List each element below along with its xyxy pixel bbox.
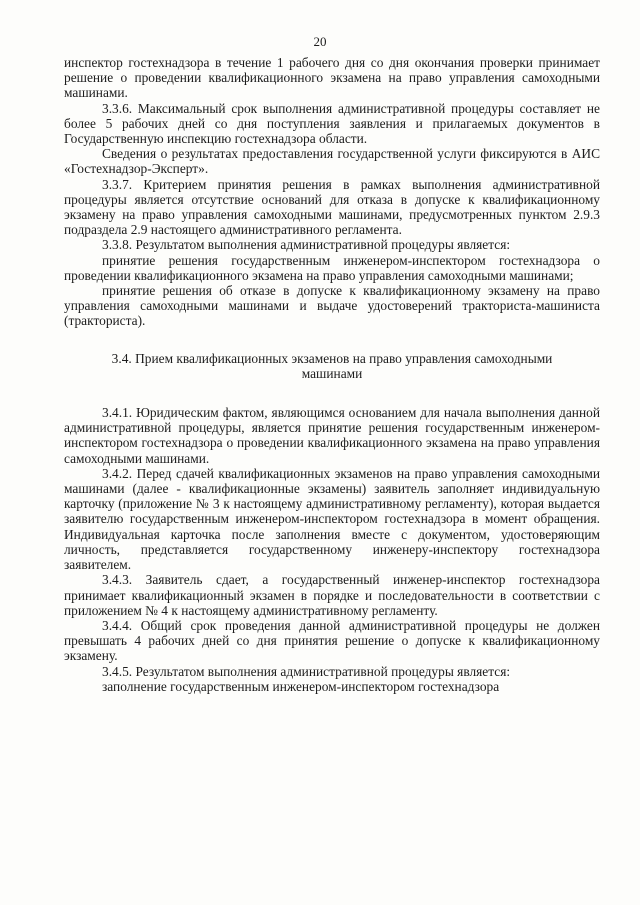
paragraph: заполнение государственным инженером-инспектором гостехнадзора [102,678,500,694]
paragraph: инспектор гостехнадзора в течение 1 рабочего дня со дня окончания проверки принимает решение о проведении квалификационного экзамена на право управления самоходными машинами. [64,55,600,101]
paragraph: принятие решения государственным инженером-инспектором гостехнадзора о проведении квалификационного экзамена на право управления самоходными машинами; [64,252,600,283]
paragraph-3-4-4: 3.4.4. Общий срок проведения данной административной процедуры не должен превышать 4 рабочих дней со дня принятия решение о допуске к квалификационному экзамену. [64,617,600,664]
paragraph-3-4-3: 3.4.3. Заявитель сдает, а государственный инженер-инспектор гостехнадзора принимает квалификационный экзамен в порядке и последовательности в соответствии с приложением № 4 к настоящему административному регламенту. [64,572,600,618]
document-body [64,55,600,694]
paragraph-3-4-5: 3.4.5. Результатом выполнения административной процедуры является: [102,663,511,679]
paragraph-3-3-6: 3.3.6. Максимальный срок выполнения административной процедуры составляет не более 5 рабочих дней со дня поступления заявления и прилагаемых документов в Государственную инспекцию гостехнадзора области. [64,100,600,147]
paragraph-3-3-8: 3.3.8. Результатом выполнения административной процедуры является: [102,237,511,253]
paragraph-3-4-2: 3.4.2. Перед сдачей квалификационных экзаменов на право управления самоходными машинами (далее - квалификационные экзамены) заявитель заполняет индивидуальную карточку (приложение № 3 к настоящему административному регламенту), которая выдается заявителю государственным инженером-инспектором гостехнадзора в момент обращения. Индивидуальная карточка после заполнения вместе с документом, удостоверяющим личность, представляется государственному инженеру-инспектору гостехнадзора заявителем. [64,465,600,573]
paragraph: принятие решения об отказе в допуске к квалификационному экзамену на право управления самоходными машинами и выдаче удостоверений тракториста-машиниста (тракториста). [64,283,600,329]
section-heading: 3.4. Прием квалификационных экзаменов на право управления самоходными машинами [111,350,553,381]
paragraph-3-4-1: 3.4.1. Юридическим фактом, являющимся основанием для начала выполнения данной административной процедуры, является принятие решения государственным инженером-инспектором гостехнадзора о проведении квалификационного экзамена на право управления самоходными машинами. [64,405,600,466]
page-number: 20 [313,34,327,49]
paragraph: Сведения о результатах предоставления государственной услуги фиксируются в АИС «Гостехнадзор-Эксперт». [64,146,600,177]
paragraph-3-3-7: 3.3.7. Критерием принятия решения в рамках выполнения административной процедуры является отсутствие оснований для отказа в допуске к квалификационному экзамену на право управления самоходными машинами, предусмотренных пунктом 2.9.3 подраздела 2.9 настоящего административного регламента. [64,176,600,238]
